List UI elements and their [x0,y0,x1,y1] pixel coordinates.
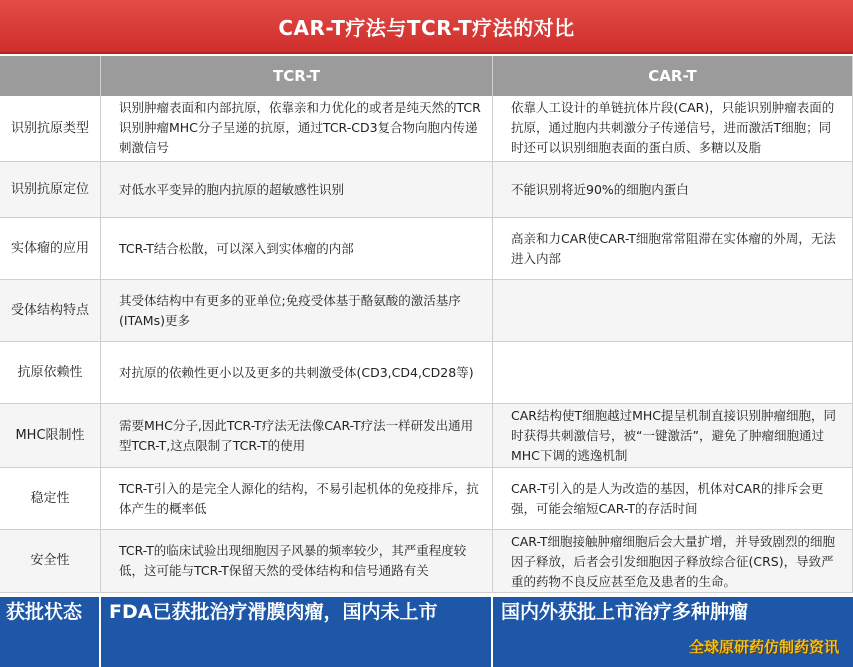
tcr-cell: TCR-T引入的是完全人源化的结构，不易引起机体的免疫排斥，抗体产生的概率低 [101,468,493,529]
table-row [0,530,853,593]
car-cell: CAR结构使T细胞越过MHC提呈机制直接识别肿瘤细胞，同时获得共刺激信号，被“一键激活”，避免了肿瘤细胞通过MHC下调的逃逸机制 [493,404,853,467]
header-car-t: CAR-T [493,56,853,96]
tcr-approval-status: FDA已获批治疗滑膜肉瘤，国内未上市 [101,597,493,667]
header-tcr-t: TCR-T [101,56,493,96]
column-header-row [0,56,853,96]
car-approval-status: 国内外获批上市治疗多种肿瘤 [501,601,749,623]
table-row [0,162,853,218]
car-cell: 依靠人工设计的单链抗体片段(CAR)，只能识别肿瘤表面的抗原，通过胞内共刺激分子传递信号，进而激活T细胞；同时还可以识别细胞表面的蛋白质、多糖以及脂 [493,96,853,161]
tcr-cell: 对低水平变异的胞内抗原的超敏感性识别 [101,162,493,217]
tcr-cell: 其受体结构中有更多的亚单位;免疫受体基于酪氨酸的激活基序(ITAMs)更多 [101,280,493,341]
car-cell [493,280,853,341]
car-cell: CAR-T引入的是人为改造的基因，机体对CAR的排斥会更强，可能会缩短CAR-T的存活时间 [493,468,853,529]
watermark-text: 全球原研药仿制药资讯 [688,638,839,656]
tcr-cell: 对抗原的依赖性更小以及更多的共刺激受体(CD3,CD4,CD28等) [101,342,493,403]
car-cell: 高亲和力CAR使CAR-T细胞常常阻滞在实体瘤的外周，无法进入内部 [493,218,853,279]
row-label: MHC限制性 [0,404,101,467]
row-label: 安全性 [0,530,101,592]
row-label: 抗原依赖性 [0,342,101,403]
tcr-cell: 需要MHC分子,因此TCR-T疗法无法像CAR-T疗法一样研发出通用型TCR-T,这点限制了TCR-T的使用 [101,404,493,467]
car-cell: 不能识别将近90%的细胞内蛋白 [493,162,853,217]
car-cell [493,342,853,403]
tcr-cell: TCR-T结合松散，可以深入到实体瘤的内部 [101,218,493,279]
table-title: CAR-T疗法与TCR-T疗法的对比 [0,0,853,54]
approval-status-label: 获批状态 [0,597,101,667]
table-row [0,218,853,280]
row-label: 受体结构特点 [0,280,101,341]
car-cell: CAR-T细胞接触肿瘤细胞后会大量扩增，并导致剧烈的细胞因子释放，后者会引发细胞因子释放综合征(CRS)，导致严重的药物不良反应甚至危及患者的生命。 [493,530,853,592]
table-row [0,280,853,342]
row-label: 实体瘤的应用 [0,218,101,279]
row-label: 识别抗原定位 [0,162,101,217]
tcr-cell: 识别肿瘤表面和内部抗原，依靠亲和力优化的或者是纯天然的TCR识别肿瘤MHC分子呈递的抗原，通过TCR-CD3复合物向胞内传递刺激信号 [101,96,493,161]
tcr-cell: TCR-T的临床试验出现细胞因子风暴的频率较少，其严重程度较低，这可能与TCR-T保留天然的受体结构和信号通路有关 [101,530,493,592]
row-label: 识别抗原类型 [0,96,101,161]
table-row [0,468,853,530]
table-row [0,342,853,404]
comparison-table [0,96,853,593]
row-label: 稳定性 [0,468,101,529]
table-row [0,404,853,468]
header-empty-cell [0,56,101,96]
approval-status-row [0,597,853,667]
table-row [0,96,853,162]
